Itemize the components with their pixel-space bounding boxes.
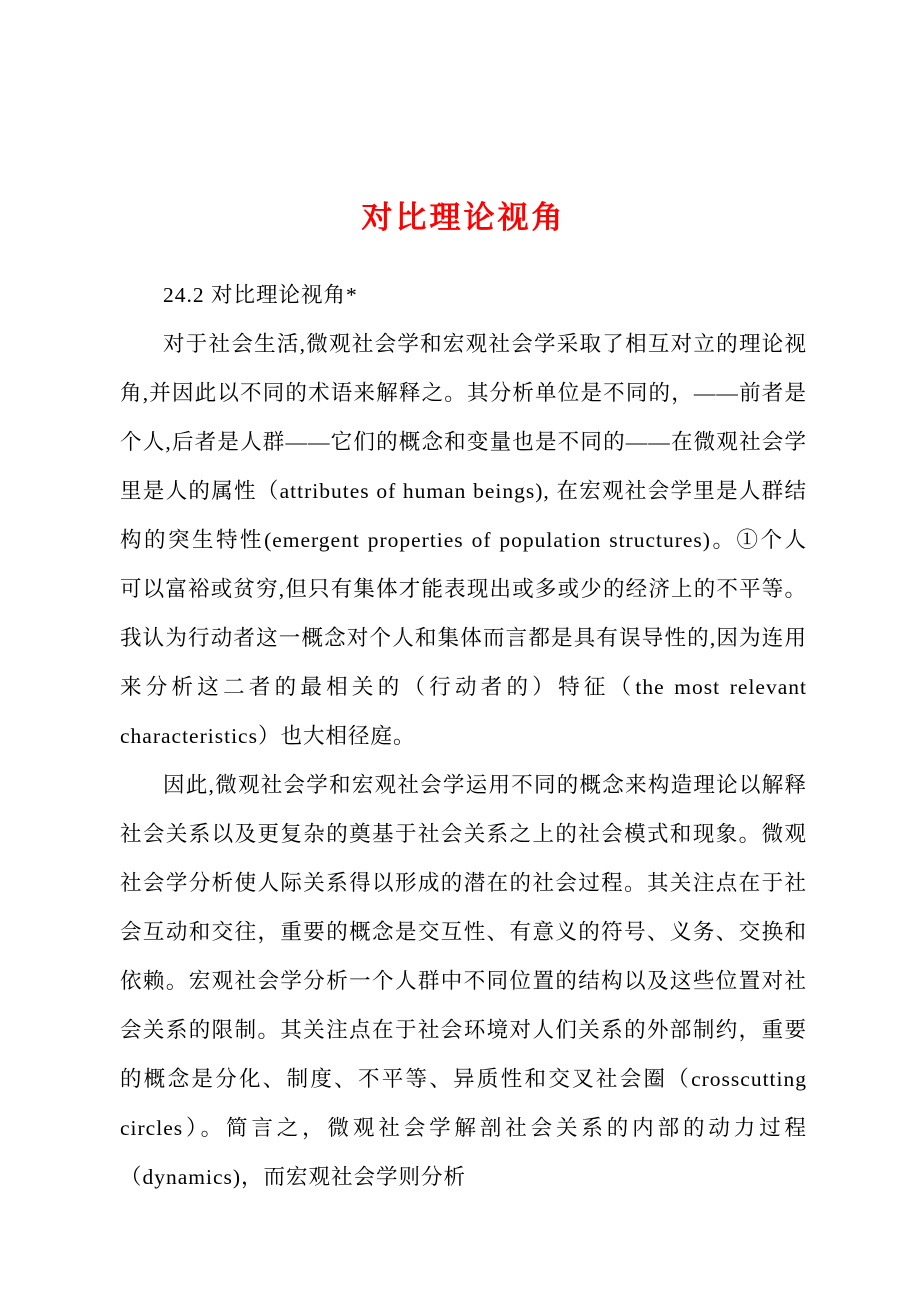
paragraph: 对于社会生活,微观社会学和宏观社会学采取了相互对立的理论视角,并因此以不同的术语来解释之。其分析单位是不同的，——前者是个人,后者是人群——它们的概念和变量也是不同的——在微观社会学里是人的属性（attributes of human beings), 在宏观社会学里是人群结构的突生特性(emergent properties of population structures)。①个人可以富裕或贫穷,但只有集体才能表现出或多或少的经济上的不平等。我认为行动者这一概念对个人和集体而言都是具有误导性的,因为连用来分析这二者的最相关的（行动者的）特征（the most relevant characteristics）也大相径庭。: [120, 332, 807, 748]
section-heading: 24.2 对比理论视角*: [163, 283, 358, 307]
document-body: [120, 271, 807, 1202]
paragraph: 因此,微观社会学和宏观社会学运用不同的概念来构造理论以解释社会关系以及更复杂的奠基于社会关系之上的社会模式和现象。微观社会学分析使人际关系得以形成的潜在的社会过程。其关注点在于社会互动和交往，重要的概念是交互性、有意义的符号、义务、交换和依赖。宏观社会学分析一个人群中不同位置的结构以及这些位置对社会关系的限制。其关注点在于社会环境对人们关系的外部制约，重要的概念是分化、制度、不平等、异质性和交叉社会圈（crosscutting circles）。简言之，微观社会学解剖社会关系的内部的动力过程（dynamics)，而宏观社会学则分析: [120, 773, 807, 1189]
page-title: 对比理论视角: [361, 200, 566, 235]
